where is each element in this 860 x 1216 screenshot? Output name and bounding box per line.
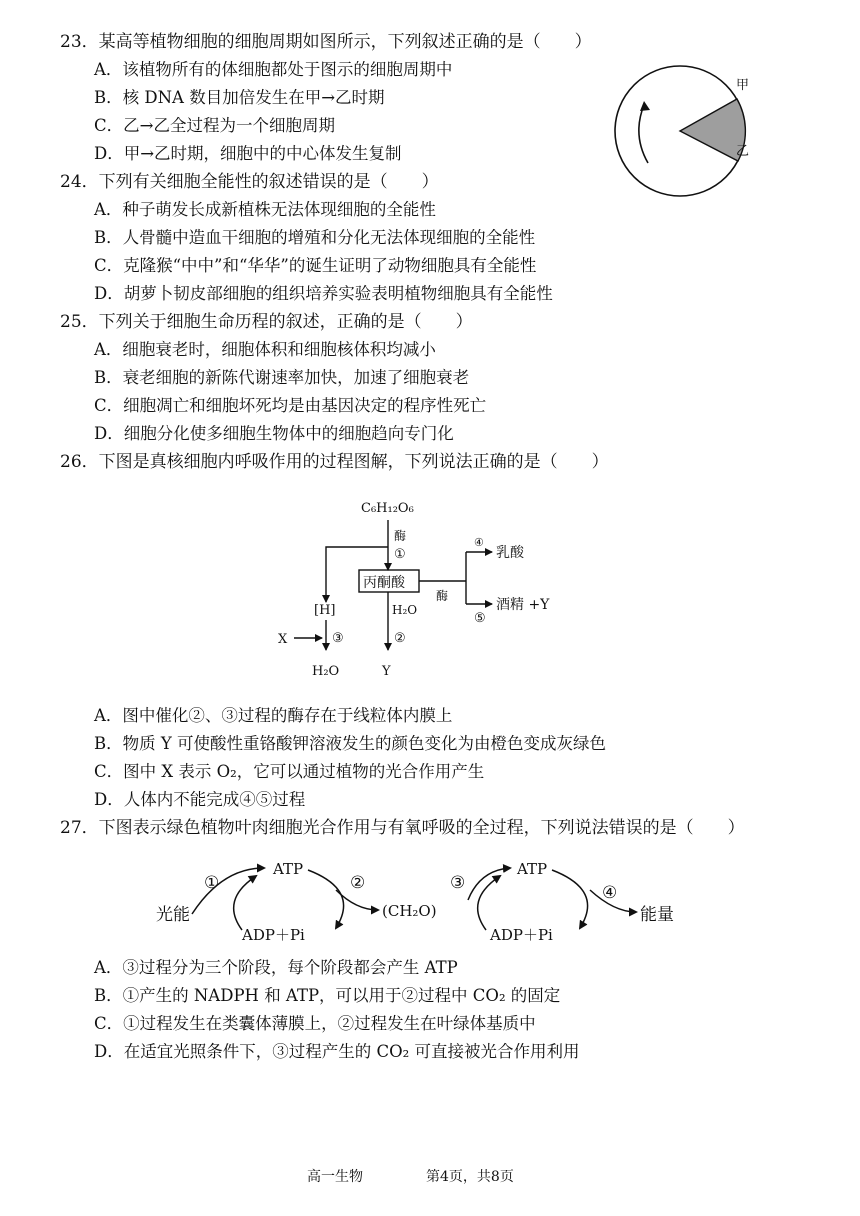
q25-option-b: B．衰老细胞的新陈代谢速率加快，加速了细胞衰老 (94, 368, 470, 387)
q24-option-d: D．胡萝卜韧皮部细胞的组织培养实验表明植物细胞具有全能性 (94, 284, 553, 303)
q23-option-a: A．该植物所有的体细胞都处于图示的细胞周期中 (94, 60, 453, 79)
enzyme-label-1: 酶 (394, 529, 407, 543)
atp-to-adp-arc-1 (308, 870, 344, 928)
step-2-label: ② (350, 873, 366, 893)
step-1-label: ① (204, 873, 220, 893)
q27-option-c: C．①过程发生在类囊体薄膜上，②过程发生在叶绿体基质中 (94, 1014, 536, 1033)
pyruvate-label: 丙酮酸 (363, 575, 405, 591)
q24-option-a: A．种子萌发长成新植株无法体现细胞的全能性 (94, 200, 436, 219)
step-3-label: ③ (332, 631, 344, 646)
atp-to-adp-arc-2 (552, 870, 588, 928)
alcohol-label: 酒精 +Y (496, 597, 550, 613)
q23-option-c: C．乙→乙全过程为一个细胞周期 (94, 116, 335, 135)
q24-stem: 24．下列有关细胞全能性的叙述错误的是（ ） (60, 172, 439, 192)
adp-to-atp-arc-2 (478, 876, 500, 930)
q23-stem: 23．某高等植物细胞的细胞周期如图所示，下列叙述正确的是（ ） (60, 32, 592, 52)
q23-option-b: B．核 DNA 数目加倍发生在甲→乙时期 (94, 88, 385, 107)
y-label: Y (382, 664, 391, 679)
glucose-label: C₆H₁₂O₆ (361, 501, 414, 516)
step-1-label: ① (394, 547, 406, 562)
light-energy-label: 光能 (156, 905, 190, 925)
q26-stem: 26．下图是真核细胞内呼吸作用的过程图解，下列说法正确的是（ ） (60, 452, 609, 472)
q26-option-d: D．人体内不能完成④⑤过程 (94, 790, 306, 809)
photosynthesis-respiration-diagram (150, 850, 710, 960)
respiration-diagram (270, 492, 600, 692)
step-4-label: ④ (474, 536, 484, 549)
ch2o-label: (CH₂O) (382, 902, 437, 920)
light-to-atp-arc (192, 868, 264, 914)
q26-option-b: B．物质 Y 可使酸性重铬酸钾溶液发生的颜色变化为由橙色变成灰绿色 (94, 734, 607, 753)
energy-label: 能量 (640, 905, 674, 925)
footer-page-number: 第4页，共8页 (426, 1169, 514, 1185)
q25-option-c: C．细胞凋亡和细胞坏死均是由基因决定的程序性死亡 (94, 396, 487, 415)
adp-to-atp-arc-1 (234, 876, 256, 930)
q27-option-a: A．③过程分为三个阶段，每个阶段都会产生 ATP (94, 958, 458, 977)
adp-label-1: ADP＋Pi (242, 926, 305, 944)
enzyme-label-2: 酶 (436, 589, 449, 603)
q25-option-a: A．细胞衰老时，细胞体积和细胞核体积均减小 (94, 340, 436, 359)
cycle-arrowhead (640, 101, 650, 111)
step-4-label: ④ (602, 883, 618, 903)
h-label: [H] (314, 603, 336, 618)
footer-subject: 高一生物 (307, 1169, 363, 1185)
step-5-label: ⑤ (474, 611, 486, 626)
q24-option-c: C．克隆猴“中中”和“华华”的诞生证明了动物细胞具有全能性 (94, 256, 537, 275)
atp-label-2: ATP (517, 860, 548, 878)
cell-cycle-figure (612, 55, 772, 205)
step-2-label: ② (394, 631, 406, 646)
q26-option-a: A．图中催化②、③过程的酶存在于线粒体内膜上 (94, 706, 453, 725)
q24-option-b: B．人骨髓中造血干细胞的增殖和分化无法体现细胞的全能性 (94, 228, 536, 247)
q23-option-d: D．甲→乙时期，细胞中的中心体发生复制 (94, 144, 402, 163)
cycle-direction-arrow (639, 105, 648, 163)
water-input-label: H₂O (392, 603, 418, 617)
water-product-label: H₂O (312, 664, 340, 679)
label-jia: 甲 (736, 78, 750, 93)
atp-label-1: ATP (273, 860, 304, 878)
x-label: X (278, 632, 288, 647)
q27-stem: 27．下图表示绿色植物叶肉细胞光合作用与有氧呼吸的全过程，下列说法错误的是（ ） (60, 818, 745, 838)
adp-label-2: ADP＋Pi (490, 926, 553, 944)
lactic-acid-label: 乳酸 (496, 545, 524, 561)
q25-option-d: D．细胞分化使多细胞生物体中的细胞趋向专门化 (94, 424, 454, 443)
label-yi: 乙 (736, 144, 750, 159)
q27-option-b: B．①产生的 NADPH 和 ATP，可以用于②过程中 CO₂ 的固定 (94, 986, 561, 1005)
step-3-label: ③ (450, 873, 466, 893)
q25-stem: 25．下列关于细胞生命历程的叙述，正确的是（ ） (60, 312, 473, 332)
q27-option-d: D．在适宜光照条件下，③过程产生的 CO₂ 可直接被光合作用利用 (94, 1042, 580, 1061)
q26-option-c: C．图中 X 表示 O₂，它可以通过植物的光合作用产生 (94, 762, 485, 781)
